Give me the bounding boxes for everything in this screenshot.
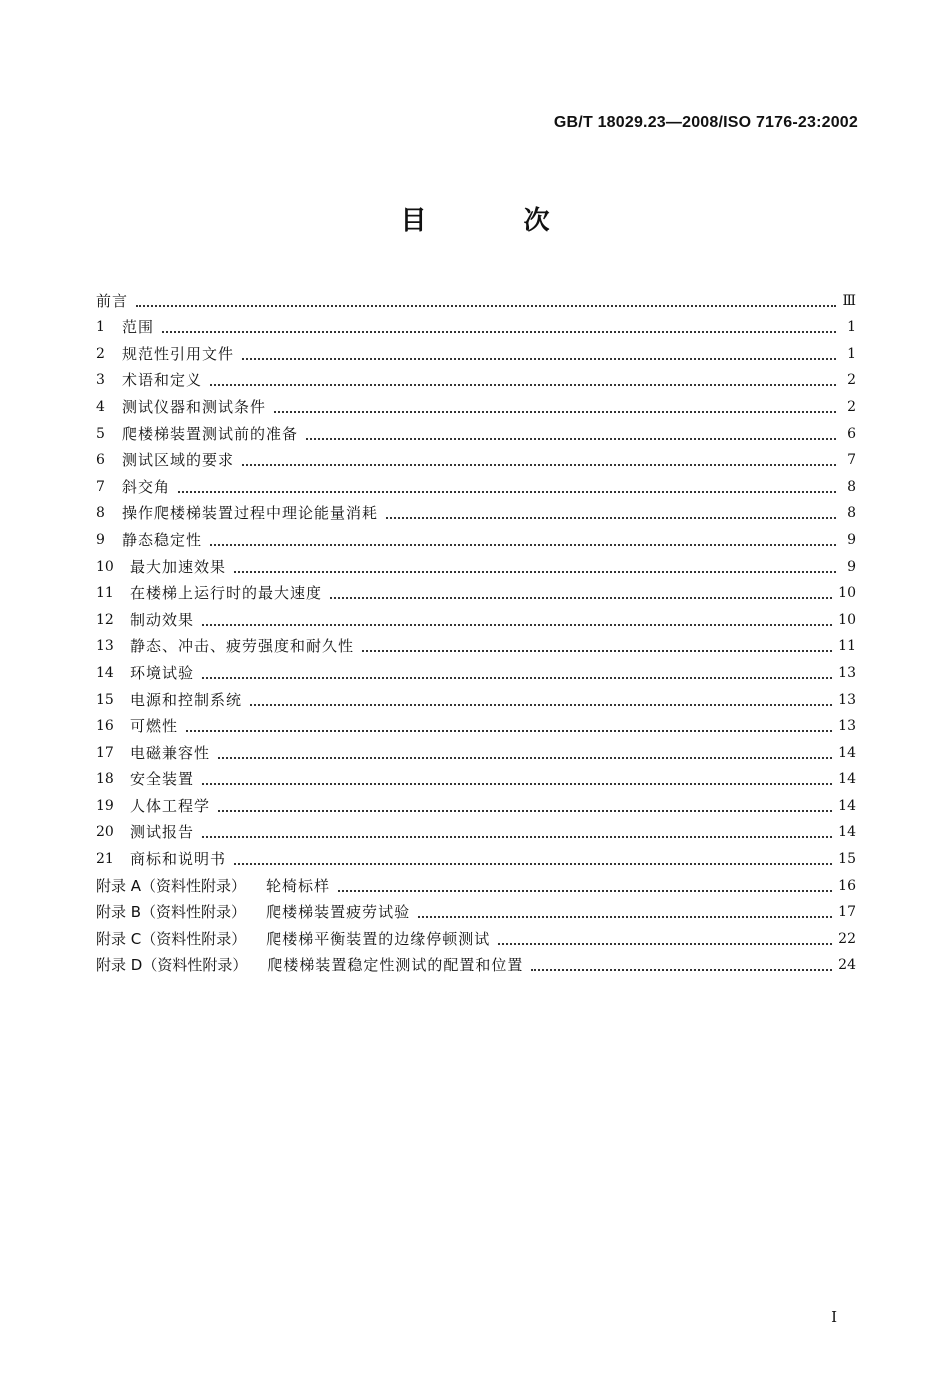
toc-entry-page: 14: [838, 797, 856, 814]
toc-entry-title: 前言: [96, 291, 129, 310]
toc-entry-title: 测试仪器和测试条件: [122, 397, 267, 416]
toc-dot-leader: [234, 853, 832, 865]
toc-entry-title: 范围: [122, 318, 155, 337]
toc-entry: [96, 949, 856, 976]
table-of-contents: [96, 284, 856, 975]
toc-entry: [96, 577, 856, 604]
toc-entry-number: 4: [96, 398, 105, 415]
toc-entry-page: 2: [847, 372, 856, 389]
toc-entry: [96, 470, 856, 497]
toc-entry-number: 5: [96, 425, 105, 442]
toc-entry: [96, 284, 856, 311]
toc-entry-number: 附录 C（资料性附录）: [96, 929, 247, 948]
toc-dot-leader: [362, 640, 832, 652]
toc-entry-page: 9: [847, 531, 856, 548]
toc-entry-title: 测试报告: [130, 823, 195, 842]
toc-entry-number: 21: [96, 851, 114, 868]
toc-dot-leader: [306, 428, 836, 440]
toc-entry-number: 17: [96, 744, 114, 761]
toc-entry-title: 爬楼梯装置稳定性测试的配置和位置: [267, 956, 524, 975]
toc-entry-number: 16: [96, 718, 114, 735]
toc-entry-page: Ⅲ: [842, 292, 856, 309]
toc-entry-title: 在楼梯上运行时的最大速度: [130, 584, 323, 603]
toc-entry: [96, 816, 856, 843]
toc-entry-page: 10: [838, 585, 856, 602]
toc-entry: [96, 337, 856, 364]
toc-dot-leader: [210, 534, 836, 546]
toc-entry-title: 电磁兼容性: [130, 743, 211, 762]
toc-entry: [96, 896, 856, 923]
toc-entry: [96, 922, 856, 949]
toc-dot-leader: [136, 295, 836, 307]
toc-entry-title: 斜交角: [122, 477, 171, 496]
toc-entry: [96, 550, 856, 577]
toc-entry-title: 轮椅标样: [266, 876, 331, 895]
toc-dot-leader: [274, 401, 836, 413]
standard-code: GB/T 18029.23—2008/ISO 7176-23:2002: [553, 114, 858, 131]
toc-entry-number: 12: [96, 611, 114, 628]
toc-entry: [96, 390, 856, 417]
toc-dot-leader: [330, 587, 832, 599]
toc-entry-number: 6: [96, 452, 105, 469]
toc-entry-number: 3: [96, 372, 105, 389]
toc-entry-page: 14: [838, 744, 856, 761]
toc-entry-title: 测试区域的要求: [122, 451, 235, 470]
toc-entry-title: 商标和说明书: [130, 850, 227, 869]
toc-entry-title: 爬楼梯平衡装置的边缘停顿测试: [266, 929, 491, 948]
toc-entry-number: 附录 A（资料性附录）: [96, 876, 247, 895]
toc-entry-page: 13: [838, 691, 856, 708]
toc-entry-title: 电源和控制系统: [130, 690, 243, 709]
toc-entry-page: 14: [838, 824, 856, 841]
toc-dot-leader: [178, 481, 836, 493]
toc-entry-page: 16: [838, 877, 856, 894]
toc-entry-page: 22: [838, 930, 856, 947]
toc-entry-title: 制动效果: [130, 610, 195, 629]
toc-entry-page: 9: [847, 558, 856, 575]
toc-entry: [96, 444, 856, 471]
toc-entry-page: 7: [847, 452, 856, 469]
page-title: 目 次: [400, 206, 594, 236]
toc-entry: [96, 736, 856, 763]
toc-entry-title: 爬楼梯装置测试前的准备: [122, 424, 299, 443]
toc-dot-leader: [498, 933, 832, 945]
toc-entry-number: 2: [96, 345, 105, 362]
toc-dot-leader: [218, 800, 832, 812]
toc-entry-title: 静态稳定性: [122, 530, 203, 549]
toc-entry-title: 静态、冲击、疲劳强度和耐久性: [130, 637, 355, 656]
toc-dot-leader: [242, 454, 836, 466]
toc-entry-page: 11: [838, 638, 856, 655]
toc-entry-number: 15: [96, 691, 114, 708]
toc-dot-leader: [202, 614, 832, 626]
toc-entry-number: 1: [96, 319, 105, 336]
toc-dot-leader: [218, 747, 832, 759]
toc-entry: [96, 364, 856, 391]
toc-entry-number: 附录 D（资料性附录）: [96, 956, 248, 975]
toc-entry-number: 11: [96, 585, 114, 602]
toc-entry-title: 人体工程学: [130, 796, 211, 815]
toc-dot-leader: [386, 507, 836, 519]
toc-entry: [96, 710, 856, 737]
toc-entry-title: 环境试验: [130, 663, 195, 682]
toc-entry-number: 附录 B（资料性附录）: [96, 903, 247, 922]
toc-entry-page: 2: [847, 398, 856, 415]
toc-entry-page: 1: [847, 319, 856, 336]
toc-entry-title: 爬楼梯装置疲劳试验: [266, 903, 411, 922]
toc-entry-title: 可燃性: [130, 717, 179, 736]
toc-entry-number: 9: [96, 531, 105, 548]
toc-entry: [96, 311, 856, 338]
toc-entry: [96, 497, 856, 524]
toc-entry-page: 8: [847, 478, 856, 495]
toc-entry-page: 8: [847, 505, 856, 522]
toc-dot-leader: [338, 880, 832, 892]
toc-entry-number: 14: [96, 664, 114, 681]
toc-entry-title: 术语和定义: [122, 371, 203, 390]
toc-entry-title: 操作爬楼梯装置过程中理论能量消耗: [122, 504, 379, 523]
toc-entry-page: 13: [838, 664, 856, 681]
toc-entry-title: 规范性引用文件: [122, 344, 235, 363]
toc-entry-page: 10: [838, 611, 856, 628]
toc-entry-number: 19: [96, 797, 114, 814]
toc-entry: [96, 603, 856, 630]
toc-entry: [96, 789, 856, 816]
toc-dot-leader: [202, 667, 832, 679]
toc-dot-leader: [531, 959, 832, 971]
toc-dot-leader: [202, 826, 832, 838]
toc-entry: [96, 842, 856, 869]
toc-entry-page: 15: [838, 851, 856, 868]
toc-entry-number: 13: [96, 638, 114, 655]
toc-dot-leader: [250, 694, 832, 706]
toc-entry: [96, 417, 856, 444]
toc-entry-number: 10: [96, 558, 114, 575]
toc-entry: [96, 869, 856, 896]
toc-entry-number: 7: [96, 478, 105, 495]
toc-dot-leader: [234, 561, 836, 573]
toc-dot-leader: [186, 720, 832, 732]
page-number: I: [831, 1308, 837, 1326]
toc-entry-number: 8: [96, 505, 105, 522]
toc-entry-page: 17: [838, 904, 856, 921]
toc-entry-page: 1: [847, 345, 856, 362]
toc-dot-leader: [162, 321, 836, 333]
toc-entry-page: 6: [847, 425, 856, 442]
toc-entry-number: 20: [96, 824, 114, 841]
toc-entry-title: 最大加速效果: [130, 557, 227, 576]
toc-entry-page: 24: [838, 957, 856, 974]
toc-entry-title: 安全装置: [130, 770, 195, 789]
toc-entry: [96, 763, 856, 790]
toc-entry-page: 14: [838, 771, 856, 788]
toc-entry: [96, 683, 856, 710]
toc-dot-leader: [242, 348, 836, 360]
toc-entry: [96, 656, 856, 683]
toc-entry-page: 13: [838, 718, 856, 735]
toc-entry: [96, 523, 856, 550]
toc-entry-number: 18: [96, 771, 114, 788]
toc-dot-leader: [418, 906, 832, 918]
toc-dot-leader: [202, 773, 832, 785]
toc-entry: [96, 630, 856, 657]
toc-dot-leader: [210, 374, 836, 386]
